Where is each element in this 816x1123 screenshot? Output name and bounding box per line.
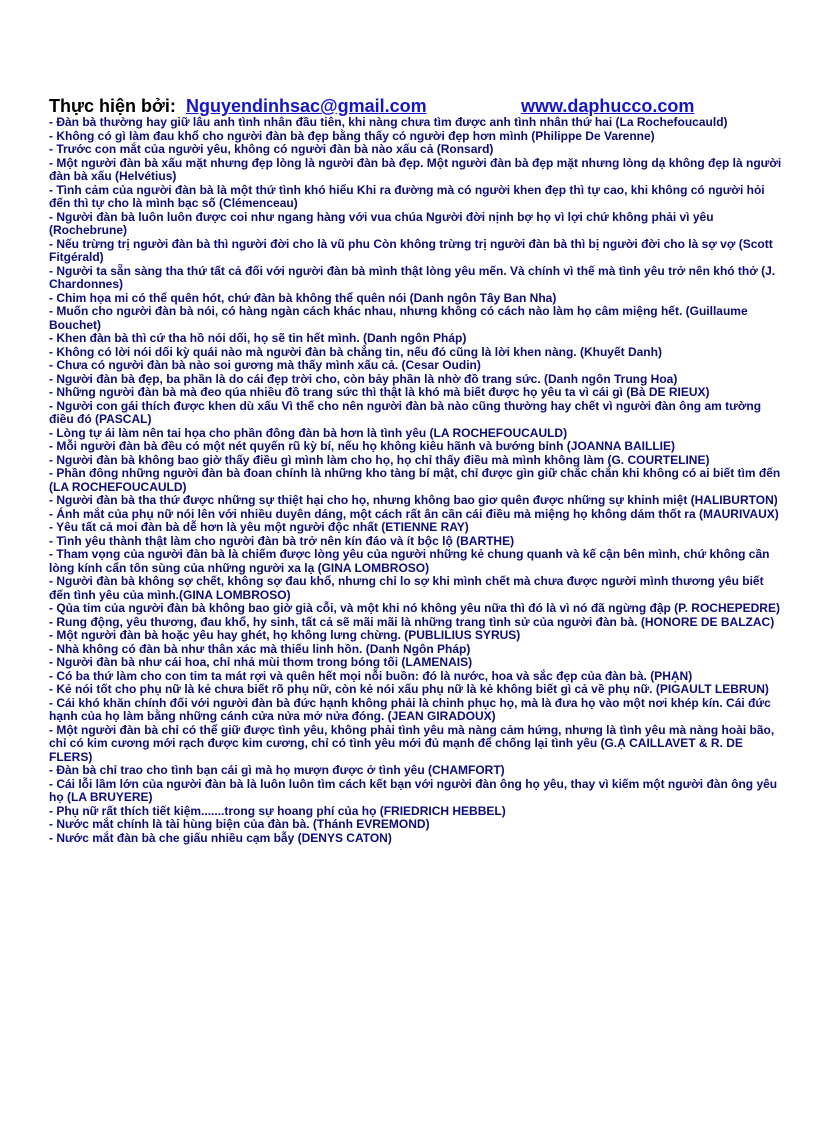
quote-item: - Những người đàn bà mà đeo qúa nhiều đồ trang sức thì thật là khó mà biết được họ yêu ta vì cái gì (Bà DE RIEUX)	[49, 385, 710, 399]
quote-item: - Lòng tự ái làm nên tai họa cho phần đông đàn bà hơn là tình yêu (LA ROCHEFOUCAULD)	[49, 425, 568, 440]
quote-item: - Không có gì làm đau khổ cho người đàn bà đẹp bằng thấy có người đẹp hơn mình (Philippe De Varenne)	[49, 128, 655, 143]
quote-item: - Cái lỗi lầm lớn của người đàn bà là luôn luôn tìm cách kết bạn với người đàn ông họ yêu, thay vì kiếm một người đàn ông yêu họ (LA BRUYERE)	[49, 776, 778, 804]
quote-item: - Đàn bà thường hay giữ lâu anh tình nhân đầu tiên, khi nàng chưa tìm được anh tình nhân thứ hai (La Rochefoucauld)	[49, 115, 728, 129]
author-email-link[interactable]: Nguyendinhsac@gmail.com	[186, 96, 427, 116]
quote-item: - Tình cảm của người đàn bà là một thứ tình khó hiểu Khi ra đường mà có người khen đẹp thì tự cao, khi không có người hỏi đến thì tự cho là mình bạc số (Clémenceau)	[49, 182, 765, 210]
document-page	[49, 96, 784, 845]
quote-item: - Một người đàn bà hoặc yêu hay ghét, họ không lưng chừng. (PUBLILIUS SYRUS)	[49, 628, 521, 642]
quote-item: - Người đàn bà luôn luôn được coi như ngang hàng với vua chúa Người đời nịnh bợ họ vì lợi chứ không phải vì yêu (Rochebrune)	[49, 209, 714, 237]
quote-item: - Người đàn bà như cái hoa, chỉ nhả mùi thơm trong bóng tối (LAMENAIS)	[49, 655, 473, 669]
quote-item: - Người đàn bà đẹp, ba phần là do cái đẹp trời cho, còn bảy phần là nhờ đồ trang sức. (Danh ngôn Trung Hoa)	[49, 371, 678, 386]
quote-item: - Muốn cho người đàn bà nói, có hàng ngàn cách khác nhau, nhưng không có cách nào làm họ câm miệng hết. (Guillaume Bouchet)	[49, 304, 748, 332]
quote-item: - Tham vọng của người đàn bà là chiếm được lòng yêu của người những kẻ chung quanh và kế cận bên mình, chứ không cần lòng kính cẩn tôn sùng của những người xa lạ (GINA LOMBROSO)	[49, 547, 770, 575]
quote-item: - Tình yêu thành thật làm cho người đàn bà trở nên kín đáo và ít bộc lộ (BARTHE)	[49, 533, 515, 548]
quote-item: - Người đàn bà không sợ chết, không sợ đau khổ, nhưng chỉ lo sợ khi mình chết mà chưa được người mình thương yêu biết đến tình yêu của mình.(GINA LOMBROSO)	[49, 574, 764, 602]
quote-item: - Không có lời nói dối kỳ quái nào mà người đàn bà chẳng tin, nếu đó cũng là lời khen nàng. (Khuyết Danh)	[49, 344, 662, 359]
quote-item: - Ánh mắt của phụ nữ nói lên với nhiều duyên dáng, một cách rất ân cần cái điều mà miệng họ không dám thốt ra (MAURIVAUX)	[49, 506, 779, 521]
quote-item: - Người đàn bà không bao giờ thấy điều gì mình làm cho họ, họ chỉ thấy điều mà mình không làm (G. COURTELINE)	[49, 452, 710, 467]
quote-item: - Chưa có người đàn bà nào soi gương mà thấy mình xấu cả. (Cesar Oudin)	[49, 358, 481, 372]
quote-item: - Nước mắt đàn bà che giấu nhiều cạm bẫy (DENYS CATON)	[49, 830, 392, 845]
quote-item: - Rung động, yêu thương, đau khổ, hy sinh, tất cả sẽ mãi mãi là những trang tình sử của người đàn bà. (HONORE DE BALZAC)	[49, 614, 775, 629]
quote-item: - Qủa tim của người đàn bà không bao giờ già cỗi, và một khi nó không yêu nữa thì đó là vì nó đã ngừng đập (P. ROCHEPEDRE)	[49, 601, 780, 615]
quote-item: - Người ta sẵn sàng tha thứ tất cả đối với người đàn bà mình thật lòng yêu mến. Và chính vì thế mà tình yêu trở nên khó thở (J. Chardonnes)	[49, 263, 776, 291]
quote-item: - Một người đàn bà xấu mặt nhưng đẹp lòng là người đàn bà đẹp. Một người đàn bà đẹp mặt nhưng lòng dạ không đẹp là người đàn bà xấu (Helvétius)	[49, 155, 782, 183]
document-header	[49, 96, 784, 116]
quote-item: - Yêu tất cả moi đàn bà dễ hơn là yêu một người độc nhất (ETIENNE RAY)	[49, 520, 469, 534]
quote-item: - Một người đàn bà chỉ có thể giữ được tình yêu, không phải tình yêu mà nàng cảm hứng, nhưng là tình yêu mà nàng hoài bão, chỉ có kim cương mới rạch được kim cương, chỉ có tình yêu mới đủ mạnh để chống lại tình yêu (G.Ạ CAILLAVET & R. DE FLERS)	[49, 722, 775, 764]
quote-item: - Phụ nữ rất thích tiết kiệm.......trong sự hoang phí của họ (FRIEDRICH HEBBEL)	[49, 803, 506, 818]
quote-item: - Người con gái thích được khen dù xấu Vì thế cho nên người đàn bà nào cũng thường hay chết vì người đàn ông am tường điều đó (PASCAL)	[49, 398, 762, 426]
quote-item: - Chim họa mi có thể quên hót, chứ đàn bà không thể quên nói (Danh ngôn Tây Ban Nha)	[49, 290, 557, 305]
quote-item: - Đàn bà chỉ trao cho tình bạn cái gì mà họ mượn được ở tình yêu (CHAMFORT)	[49, 763, 505, 777]
quote-list	[49, 116, 784, 845]
quote-item: - Kẻ nói tốt cho phụ nữ là kẻ chưa biết rõ phụ nữ, còn kẻ nói xấu phụ nữ là kẻ không biết gì cả về phụ nữ. (PIGAULT LEBRUN)	[49, 682, 769, 696]
author-credit-label: Thực hiện bởi:	[49, 96, 176, 116]
quote-item: - Khen đàn bà thì cứ tha hồ nói dối, họ sẽ tin hết mình. (Danh ngôn Pháp)	[49, 331, 467, 345]
quote-item: - Trước con mắt của người yêu, không có người đàn bà nào xấu cả (Ronsard)	[49, 142, 494, 156]
quote-item: - Nhà không có đàn bà như thân xác mà thiếu linh hồn. (Danh Ngôn Pháp)	[49, 641, 471, 656]
quote-item: - Mỗi người đàn bà đều có một nét quyến rũ kỳ bí, nếu họ không kiêu hãnh và bướng bỉnh (JOANNA BAILLIE)	[49, 439, 676, 453]
quote-item: - Phần đông những người đàn bà đoan chính là những kho tàng bí mật, chỉ được gìn giữ chắc chắn khi không có ai biết tìm đến (LA ROCHEFOUCAULD)	[49, 466, 781, 494]
quote-item: - Cái khó khăn chính đối với người đàn bà đức hạnh không phải là chinh phục họ, mà là đưa họ vào một nơi khép kín. Cái đức hạnh của họ làm bằng những cánh cửa nửa mở nửa đóng. (JEAN GIRADOUX)	[49, 695, 771, 723]
quote-item: - Nếu trừng trị người đàn bà thì người đời cho là vũ phu Còn không trừng trị người đàn bà thì bị người đời cho là sợ vợ (Scott Fitgérald)	[49, 236, 773, 264]
quote-item: - Nước mắt chính là tài hùng biện của đàn bà. (Thánh EVREMOND)	[49, 817, 430, 831]
website-link[interactable]: www.daphucco.com	[521, 96, 695, 116]
quote-item: - Người đàn bà tha thứ được những sự thiệt hại cho họ, nhưng không bao giơ quên được những sự khinh miệt (HALIBURTON)	[49, 493, 778, 507]
quote-item: - Có ba thứ làm cho con tim ta mát rợi và quên hết mọi nỗi buồn: đó là nước, hoa và sắc đẹp của đàn bà. (PHẠN)	[49, 668, 693, 683]
